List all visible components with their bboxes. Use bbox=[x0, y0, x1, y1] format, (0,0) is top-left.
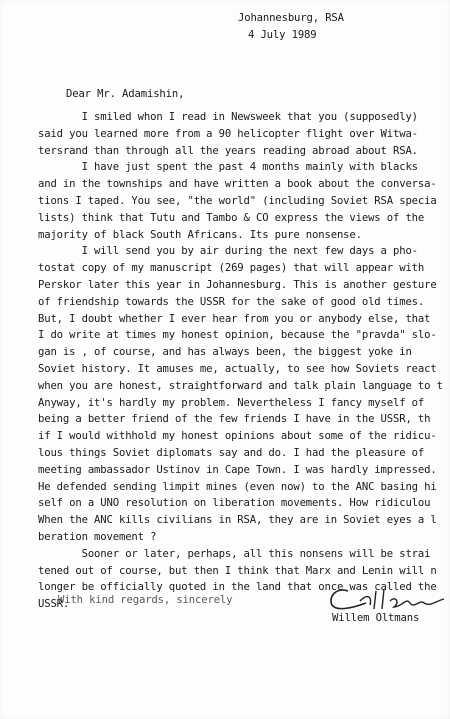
letter-line: meeting ambassador Ustinov in Cape Town. I was hardly impressed. bbox=[38, 463, 437, 476]
letter-line: self on a UNO resolution on liberation movements. How ridiculou bbox=[38, 497, 431, 510]
letter-line: gan is , of course, and has always been, the biggest yoke in bbox=[38, 346, 412, 359]
letter-line: tersrand than through all the years reading abroad about RSA. bbox=[38, 144, 418, 157]
letter-line: I have just spent the past 4 months mainly with blacks bbox=[38, 161, 418, 174]
letter-line: But, I doubt whether I ever hear from you or anybody else, that bbox=[38, 312, 431, 325]
letter-line: longer be officially quoted in the land that once was called the bbox=[38, 581, 437, 594]
letter-line: I smiled whon I read in Newsweek that you (supposedly) bbox=[38, 111, 418, 123]
closing: With kind regards, sincerely bbox=[58, 594, 233, 606]
letter-line: Perskor later this year in Johannesburg. This is another gesture bbox=[38, 279, 437, 291]
letter-line: tened out of course, but then I think that Marx and Lenin will n bbox=[38, 564, 437, 577]
letter-line: Anyway, it's hardly my problem. Nevertheless I fancy myself of bbox=[38, 396, 425, 409]
letter-line: and in the townships and have written a book about the conversa- bbox=[38, 178, 437, 191]
letter-line: lous things Soviet diplomats say and do. I had the pleasure of bbox=[38, 447, 425, 459]
letter-line: tostat copy of my manuscript (269 pages) that will appear with bbox=[38, 262, 425, 275]
letter-place: Johannesburg, RSA bbox=[238, 12, 344, 24]
letter-line: I do write at times my honest opinion, because the "pravda" slo- bbox=[38, 329, 437, 342]
letter-line: He defended sending limpit mines (even now) to the ANC basing hi bbox=[38, 480, 437, 493]
letter-date: 4 July 1989 bbox=[248, 29, 317, 41]
letter-line: majority of black South Africans. Its pure nonsense. bbox=[38, 228, 362, 241]
letter-line: lists) think that Tutu and Tambo & CO express the views of the bbox=[38, 211, 425, 224]
letter-line: Sooner or later, perhaps, all this nonsens will be strai bbox=[38, 547, 431, 560]
letter-line: When the ANC kills civilians in RSA, they are in Soviet eyes a l bbox=[38, 514, 437, 527]
letter-line: Soviet history. It amuses me, actually, to see how Soviets react bbox=[38, 363, 437, 375]
letter-line: if I would withhold my honest opinions about some of the ridicu- bbox=[38, 430, 437, 443]
letter-line: of friendship towards the USSR for the sake of good old times. bbox=[38, 295, 425, 308]
letter-line: beration movement ? bbox=[38, 531, 157, 543]
letter-line: said you learned more from a 90 helicopter flight over Witwa- bbox=[38, 127, 418, 140]
salutation: Dear Mr. Adamishin, bbox=[66, 88, 185, 100]
letter-line: tions I taped. You see, "the world" (including Soviet RSA specia bbox=[38, 195, 437, 207]
signature-name: Willem Oltmans bbox=[332, 612, 420, 624]
letter-line: USSR. bbox=[38, 598, 70, 611]
letter-line: being a better friend of the few friends I have in the USSR, th bbox=[38, 413, 431, 426]
letter-line: I will send you by air during the next few days a pho- bbox=[38, 245, 418, 258]
letter-line: when you are honest, straightforward and talk plain language to t bbox=[38, 379, 443, 392]
